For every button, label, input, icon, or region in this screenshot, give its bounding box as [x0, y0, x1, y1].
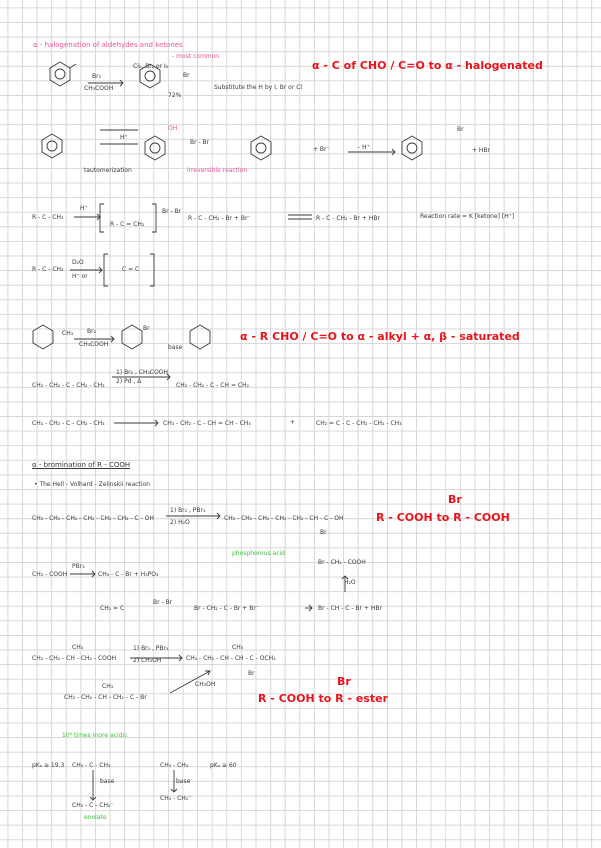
benzene-ring-6 — [402, 136, 422, 160]
rule-ester: R - COOH to R - ester — [258, 692, 388, 705]
brackets — [100, 204, 156, 286]
cy-methyl: CH₃ — [62, 330, 74, 337]
acid-catalyst: H⁺ — [80, 205, 88, 212]
product-formula: R - C - CH₂ - Br + HBr — [316, 215, 380, 222]
bromine-2: Br - Br — [153, 599, 173, 606]
ester-product: CH₃ - CH₂ - CH - CH - C - OCH₃ — [186, 655, 276, 662]
acid-label: H⁺ — [120, 134, 128, 141]
cy-solvent: CH₃COOH — [79, 341, 109, 348]
cy-bromo: Br — [143, 325, 150, 332]
bromo-intermediate: Br - CH₂ - C - Br + Br⁻ — [194, 605, 259, 612]
pbr3-label: PBr₃ — [72, 563, 85, 570]
section-title-hvz: α - bromination of R - COOH — [32, 461, 131, 469]
cy-reagent: Br₂ — [87, 328, 96, 335]
pka-acetone: pKₐ ≅ 19.3 — [32, 762, 65, 769]
rule-halogenated: α - C of CHO / C=O to α - halogenated — [312, 59, 543, 72]
hvz-title: • The Hell - Volhard - Zelinskii reaction — [34, 481, 150, 488]
benzene-ring-2 — [140, 64, 160, 88]
cyclohexanone-1 — [33, 325, 53, 349]
oh-label: OH — [168, 125, 178, 132]
deprotonation-label: - H⁺ — [358, 144, 370, 151]
pent-reagent-1: 1) Br₂ , CH₃COOH — [116, 369, 169, 376]
ester-reagent-1: 1) Br₂ , PBr₃ — [133, 645, 169, 652]
ketone-formula-2: R - C - CH₃ — [32, 266, 64, 273]
rule-saturated: α - R CHO / C=O to α - alkyl + α, β - saturated — [240, 330, 520, 343]
d2o-label: D₂O — [72, 259, 84, 266]
acetic-acid: CH₃ - COOH — [32, 571, 68, 578]
ethyl-anion: CH₃ - CH₂⁻ — [160, 795, 192, 802]
acid-or-label: H⁺ or — [72, 273, 88, 280]
acidity-note: 10⁹ times more acidic — [62, 732, 128, 739]
enol-acyl: CH₂ = C — [100, 605, 125, 612]
reagent-label: Br₂ — [92, 73, 101, 80]
rule-rcooh-br: Br — [448, 493, 462, 506]
cyclohexanone-2 — [122, 325, 142, 349]
reaction-arrows — [70, 80, 395, 800]
bromoacetic-acid: Br - CH₂ - COOH — [318, 559, 366, 566]
acetone-formula: CH₃ - C - CH₃ — [72, 762, 111, 769]
base-1: base — [100, 778, 115, 785]
bromine-label: Br - Br — [162, 208, 182, 215]
bromo-product-label: Br — [457, 126, 464, 133]
hvz-product: CH₃ - CH₂ - CH₂ - CH₂ - CH₂ - CH - C - OH — [224, 515, 344, 522]
section-heading: α - halogenation of aldehydes and ketones — [33, 41, 183, 49]
substitution-note: Substitute the H by I, Br or Cl — [214, 84, 303, 91]
bromide-label: + Br⁻ — [313, 146, 330, 153]
cy-base: base — [168, 344, 183, 351]
water-label: H₂O — [344, 579, 356, 586]
yield-label: 72% — [168, 92, 182, 99]
ester-mid: CH₃ - CH₂ - CH - CH₂ - C - Br — [64, 694, 147, 701]
plus-sign: + — [290, 419, 296, 426]
hexenone-b: CH₂ = C - C - CH₂ - CH₂ - CH₃ — [316, 420, 402, 427]
base-2: base — [176, 778, 191, 785]
hexanone-formula: CH₃ - CH₂ - C - CH₂ - CH₃ — [32, 420, 105, 427]
enolate-label: enolate — [84, 814, 107, 821]
hvz-reagent-2: 2) H₂O — [170, 519, 190, 526]
hvz-start: CH₃ - CH₂ - CH₂ - CH₂ - CH₂ - CH₂ - C - OH — [32, 515, 154, 522]
pentanone-formula: CH₃ - CH₂ - C - CH₂ - CH₃ — [32, 382, 105, 389]
bromo-acyl-product: Br - CH - C - Br + HBr — [318, 605, 382, 612]
pent-reagent-2: 2) Pd , Δ — [116, 378, 142, 385]
benzene-ring-3 — [42, 134, 62, 158]
enol-2: C = C — [122, 266, 140, 273]
rule-ester-br: Br — [337, 675, 351, 688]
cyclohexenone — [190, 325, 210, 349]
benzene-ring-1 — [50, 62, 76, 86]
rate-law: Reaction rate = K [ketone] [H⁺] — [420, 213, 515, 220]
solvent-label: CH₃COOH — [84, 85, 114, 92]
benzene-ring-4 — [145, 136, 165, 160]
irreversible-label: irreversible reaction — [187, 167, 248, 174]
bromo-label: Br — [183, 72, 190, 79]
hvz-bromo: Br — [320, 529, 327, 536]
tautomerization-label: tautomerization — [84, 167, 132, 174]
acyl-bromide: CH₃ - C - Br + H₃PO₃ — [98, 571, 159, 578]
hbr-label: + HBr — [472, 147, 491, 154]
pentenone-formula: CH₃ - CH₂ - C - CH = CH₂ — [176, 382, 249, 389]
enolate-formula: CH₃ - C - CH₂⁻ — [72, 802, 114, 809]
benzene-ring-5 — [251, 136, 271, 160]
ester-methyl-b: CH₃ — [232, 644, 244, 651]
intermediate-formula: R - C - CH₂ - Br + Br⁻ — [188, 215, 251, 222]
rule-rcooh: R - COOH to R - COOH — [376, 511, 510, 524]
hvz-reagent-1: 1) Br₂ , PBr₃ — [170, 507, 206, 514]
enol-formula: R - C = CH₂ — [110, 221, 145, 228]
pka-ethane: pKₐ ≅ 60 — [210, 762, 237, 769]
br-br-label: Br - Br — [190, 139, 210, 146]
ketone-formula: R - C - CH₃ — [32, 214, 64, 221]
ester-reagent-2: 2) CH₃OH — [133, 657, 162, 664]
ethane-formula: CH₃ - CH₃ — [160, 762, 189, 769]
phosphorous-acid-label: phosphorous acid — [232, 550, 285, 557]
ester-bromo: Br — [248, 670, 255, 677]
halogen-options: Cl₂, Br₂ or I₂ — [133, 63, 169, 70]
ester-methyl-c: CH₃ — [102, 683, 114, 690]
note-most-common: - most common — [172, 53, 220, 60]
ester-methyl: CH₃ — [72, 644, 84, 651]
ester-start: CH₃ - CH₂ - CH - CH₂ - COOH — [32, 655, 117, 662]
methanol-label: CH₃OH — [195, 681, 216, 688]
hexenone-a: CH₃ - CH₂ - C - CH = CH - CH₃ — [163, 420, 251, 427]
